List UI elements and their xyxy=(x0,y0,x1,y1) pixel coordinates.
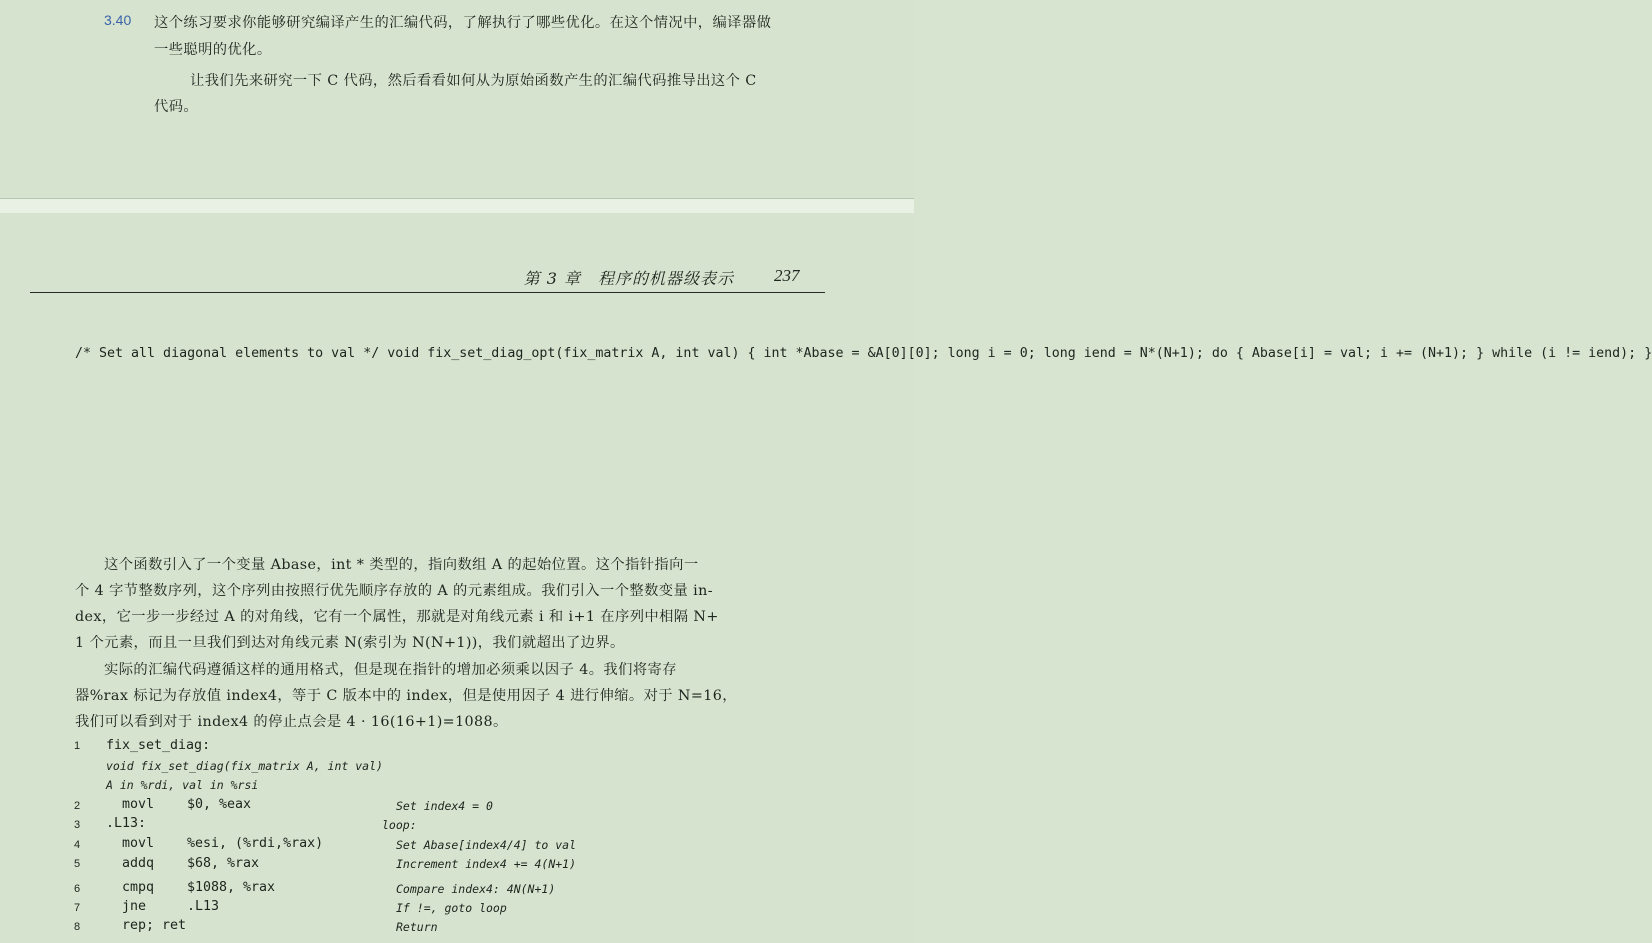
exercise-number: 3.40 xyxy=(104,12,132,28)
asm-op: rep; ret xyxy=(122,918,187,933)
code-line: long i = 0; xyxy=(947,346,1036,361)
paragraph-line: 个 4 字节整数序列，这个序列由按照行优先顺序存放的 A 的元素组成。我们引入一个整数变量 in- xyxy=(75,583,713,599)
paragraph-line: 实际的汇编代码遵循这样的通用格式，但是现在指针的增加必须乘以因子 4。我们将寄存 xyxy=(104,662,677,678)
asm-op: cmpq xyxy=(122,880,155,895)
asm-function-label: fix_set_diag: xyxy=(106,738,211,753)
c-code-block xyxy=(75,344,1652,364)
asm-op: addq xyxy=(122,856,155,871)
asm-comment: Increment index4 += 4(N+1) xyxy=(396,857,577,871)
code-line: int *Abase = &A[0][0]; xyxy=(763,346,940,361)
asm-line-number: 5 xyxy=(74,858,81,870)
asm-op: jne xyxy=(122,899,147,914)
asm-args: .L13 xyxy=(187,899,220,914)
asm-args: $0, %eax xyxy=(187,797,252,812)
exercise-line: 让我们先来研究一下 C 代码，然后看看如何从为原始函数产生的汇编代码推导出这个 C xyxy=(190,73,757,89)
asm-args: $68, %rax xyxy=(187,856,260,871)
asm-line-number: 4 xyxy=(74,839,81,851)
asm-signature-comment: void fix_set_diag(fix_matrix A, int val) xyxy=(106,759,383,773)
asm-line-number: 1 xyxy=(74,740,81,752)
chapter-header: 第 3 章 程序的机器级表示 xyxy=(523,269,734,288)
asm-args: $1088, %rax xyxy=(187,880,276,895)
header-rule xyxy=(30,292,825,293)
exercise-line: 代码。 xyxy=(154,99,199,115)
paragraph-line: 这个函数引入了一个变量 Abase，int * 类型的，指向数组 A 的起始位置。这个指针指向一 xyxy=(104,557,699,573)
book-page xyxy=(0,213,914,943)
asm-line-number: 7 xyxy=(74,902,81,914)
asm-params-comment: A in %rdi, val in %rsi xyxy=(106,778,259,792)
paragraph-line: 器%rax 标记为存放值 index4，等于 C 版本中的 index，但是使用因子 4 进行伸缩。对于 N=16， xyxy=(75,688,737,704)
code-line: /* Set all diagonal elements to val */ xyxy=(75,346,380,361)
code-line: Abase[i] = val; xyxy=(1251,346,1372,361)
asm-comment: Set index4 = 0 xyxy=(396,799,493,813)
asm-comment: If !=, goto loop xyxy=(396,901,507,915)
asm-op: movl xyxy=(122,797,155,812)
paragraph-line: 我们可以看到对于 index4 的停止点会是 4 · 16(16+1)=1088。 xyxy=(75,714,508,730)
asm-args: %esi, (%rdi,%rax) xyxy=(187,836,324,851)
code-line: do { xyxy=(1211,346,1244,361)
asm-comment: loop: xyxy=(382,818,417,832)
exercise-line: 一些聪明的优化。 xyxy=(154,42,272,58)
code-line: long iend = N*(N+1); xyxy=(1043,346,1204,361)
asm-label: .L13: xyxy=(106,816,147,831)
asm-line-number: 2 xyxy=(74,800,81,812)
paragraph-line: 1 个元素，而且一旦我们到达对角线元素 N(索引为 N(N+1))，我们就超出了边界。 xyxy=(75,635,625,651)
asm-comment: Compare index4: 4N(N+1) xyxy=(396,882,556,896)
asm-comment: Set Abase[index4/4] to val xyxy=(396,838,577,852)
paragraph-line: dex，它一步一步经过 A 的对角线，它有一个属性，那就是对角线元素 i 和 i+1 在序列中相隔 N+ xyxy=(75,609,719,625)
asm-line-number: 8 xyxy=(74,921,81,933)
asm-op: movl xyxy=(122,836,155,851)
asm-line-number: 3 xyxy=(74,819,81,831)
exercise-line: 这个练习要求你能够研究编译产生的汇编代码，了解执行了哪些优化。在这个情况中，编译器做 xyxy=(154,15,772,31)
asm-line-number: 6 xyxy=(74,883,81,895)
page-gap xyxy=(0,199,914,213)
asm-comment: Return xyxy=(396,920,438,934)
page-number: 237 xyxy=(774,266,800,285)
code-line: } while (i != iend); xyxy=(1476,346,1637,361)
code-line: void fix_set_diag_opt(fix_matrix A, int val) { xyxy=(387,346,756,361)
code-line: } xyxy=(1644,346,1652,361)
code-line: i += (N+1); xyxy=(1380,346,1469,361)
